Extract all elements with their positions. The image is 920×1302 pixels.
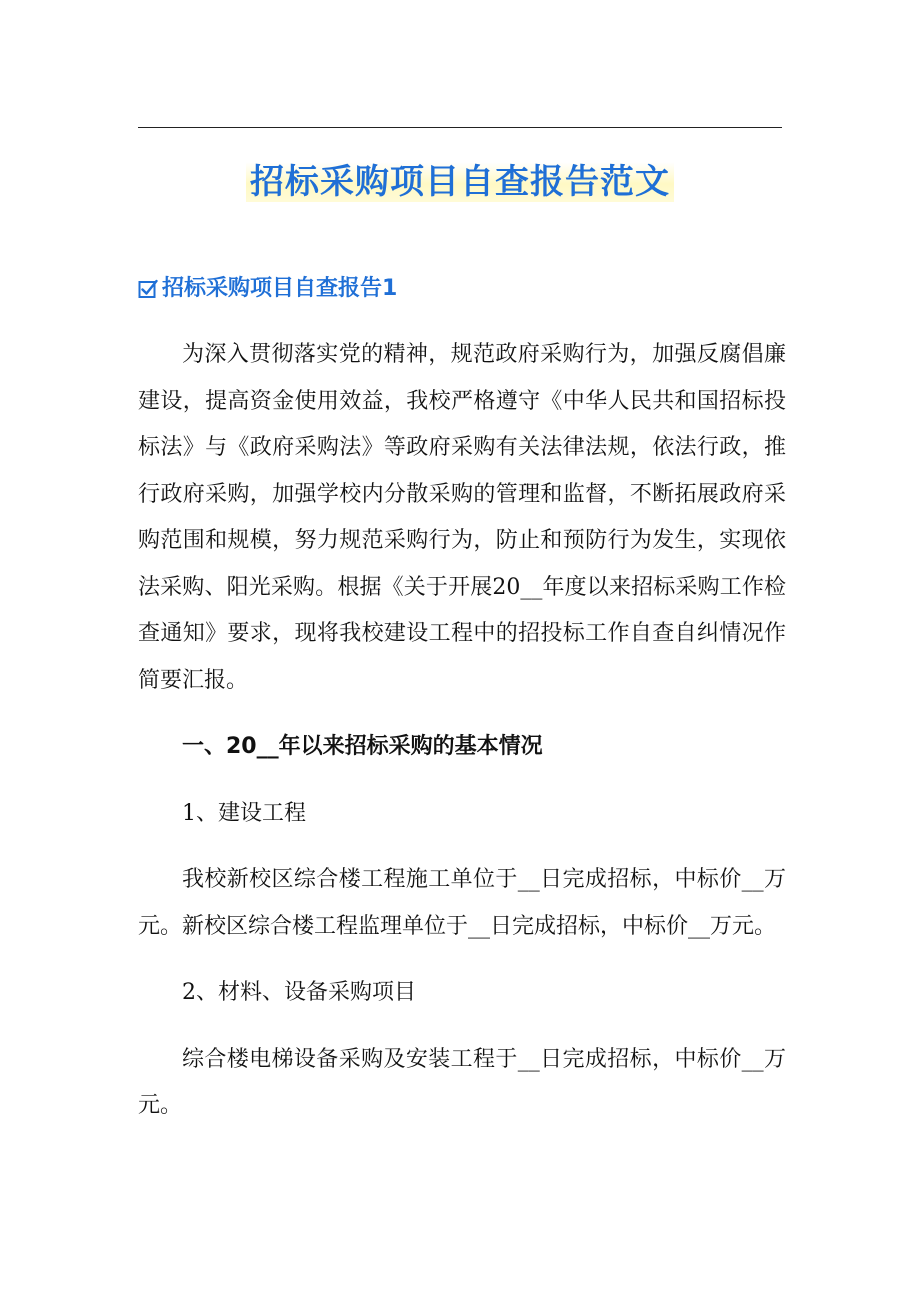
subheading-basic-situation: 一、20__年以来招标采购的基本情况 bbox=[182, 734, 543, 759]
procurement-paragraph: 综合楼电梯设备采购及安装工程于__日完成招标，中标价__万元。 bbox=[138, 1046, 786, 1118]
subheading-procurement: 2、材料、设备采购项目 bbox=[182, 980, 416, 1005]
document-title-text: 招标采购项目自查报告范文 bbox=[246, 162, 674, 202]
intro-paragraph: 为深入贯彻落实党的精神，规范政府采购行为，加强反腐倡廉建设，提高资金使用效益，我校严格遵守《中华人民共和国招标投标法》与《政府采购法》等政府采购有关法律法规，依法行政，推行政府采购，加强学校内分散采购的管理和监督，不断拓展政府采购范围和规模，努力规范采购行为，防止和预防行为发生，实现依法采购、阳光采购。根据《关于开展20__年度以来招标采购工作检查通知》要求，现将我校建设工程中的招投标工作自查自纠情况作简要汇报。 bbox=[138, 342, 786, 693]
document-title bbox=[0, 156, 920, 208]
construction-paragraph: 我校新校区综合楼工程施工单位于__日完成招标，中标价__万元。新校区综合楼工程监理单位于__日完成招标，中标价__万元。 bbox=[138, 867, 786, 939]
section-heading bbox=[138, 272, 397, 306]
subheading-construction: 1、建设工程 bbox=[182, 800, 306, 826]
section-heading-text: 招标采购项目自查报告1 bbox=[162, 276, 398, 301]
checkbox-checked-icon bbox=[138, 279, 158, 299]
header-rule bbox=[138, 127, 782, 128]
document-body bbox=[138, 332, 786, 1130]
